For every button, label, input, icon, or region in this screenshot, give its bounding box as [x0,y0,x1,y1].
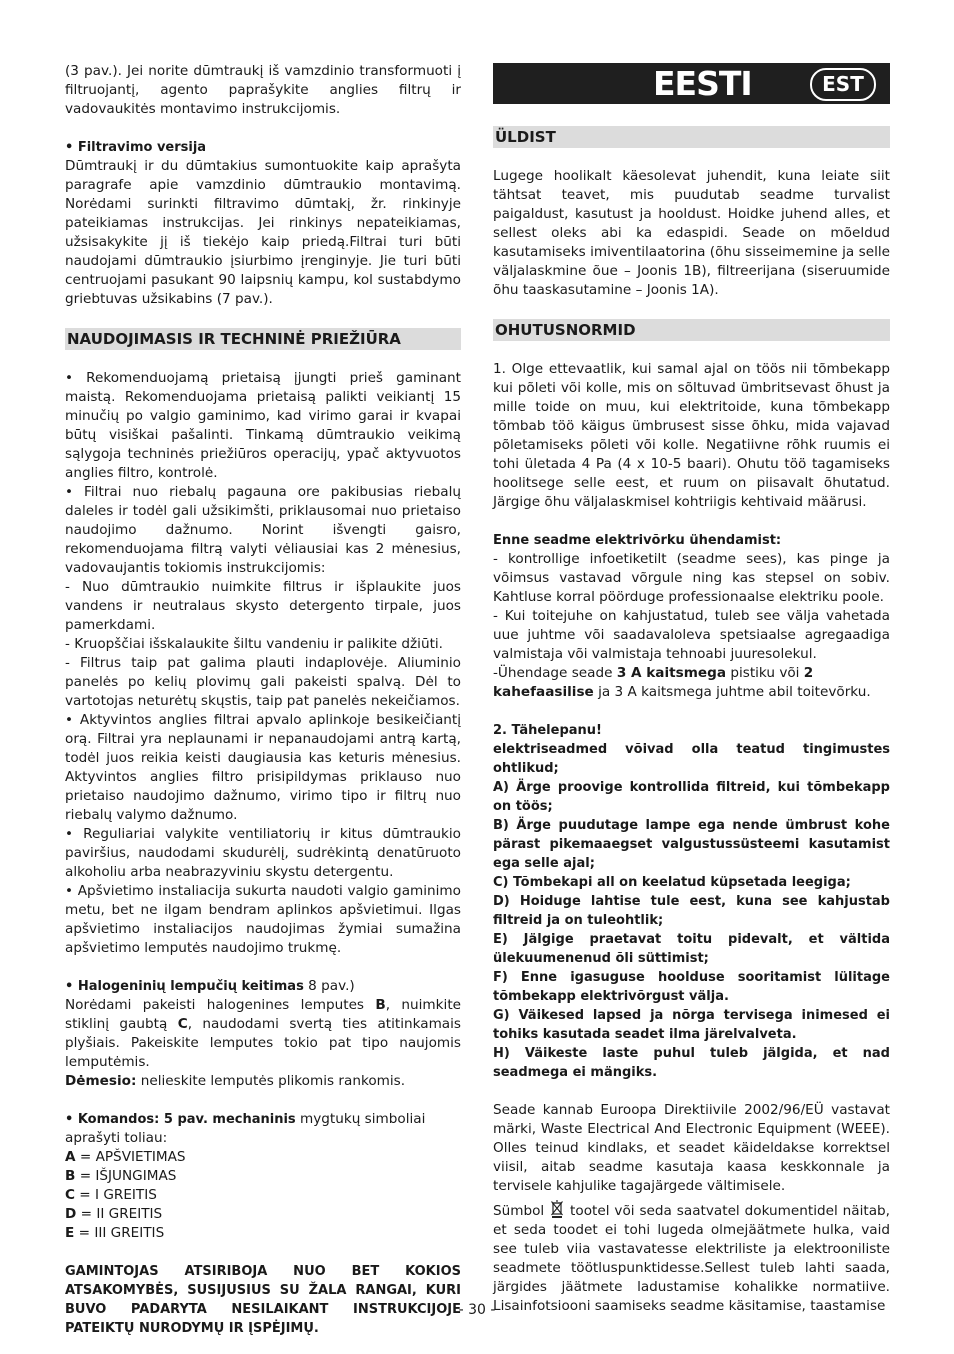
command-key: C [65,1187,75,1203]
commands-heading: • Komandos: 5 pav. mechaninis [65,1112,296,1127]
command-item [65,1148,461,1167]
usage-paragraph: - Kruopščiai išskalaukite šiltu vandeniu ir palikite džiūti. [65,636,444,652]
attention-line: H) Väikeste laste puhul tuleb jälgida, et nad seadmega ei mängiks. [493,1046,890,1080]
command-item [65,1224,461,1243]
banner-title: EESTI [653,64,752,103]
halogen-letter-c: C [177,1016,188,1032]
general-body: Lugege hoolikalt käesolevat juhendit, kuna leiate siit tähtsat teavet, mis puudutab seadme turvalist paigaldust, kasutust ja hooldust. Hoidke juhend alles, et sellest oleks abi ka edaspidi. Seade on mõeldud kasutamiseks imiventilaatorina (õhu sisseimemine ja selle väljalaskmine õue – Joonis 1B), filtreerijana (siseruumide õhu taaskasutamine – Joonis 1A). [493,168,890,298]
halogen-text: , naudodami svertą ties atitinkamais plyšiais. Pakeiskite lemputes tokio pat tipo naujomis lemputėmis. [65,1016,461,1070]
usage-paragraph: - Nuo dūmtraukio nuimkite filtrus ir išplaukite juos vandens ir neutralaus skysto detergento tirpale, juos pamerkdami. [65,579,461,633]
halogen-text: , nuimkite stiklinį gaubtą [65,997,462,1032]
electric-paragraph [493,664,890,702]
halogen-heading-line [65,977,461,996]
electric-paragraph: - kontrollige infoetiketilt (seadme sees), kas pinge ja võimsus vastavad võrgule ning kas stepsel on sobiv. Kahtluse korral pöörduge professionaalse elektriku poole. [493,551,890,605]
usage-paragraph: - Filtrus taip pat galima plauti indaplovėje. Aliuminio panelės po kelių plovimų gali pakeisti spalvą. Dėl to vartotojas neturėtų skųstis, taip pat panelės nekeičiamos. [65,655,461,709]
usage-paragraph: • Reguliariai valykite ventiliatorių ir kitus dūmtraukio paviršius, naudodami skudurėlį, sudrėkintą denatūruoto alkoholiu arba neabrazyviniu skystu detergentu. [65,826,461,880]
section-title-safety: OHUTUSNORMID [493,319,890,341]
command-key: B [65,1168,76,1184]
attention-line: G) Väikesed lapsed ja nõrga tervisega inimesed ei tohiks kasutada seadet ilma järelvalveta. [493,1008,890,1042]
section-title-general: ÜLDIST [493,126,890,148]
command-key: E [65,1225,75,1241]
weee-symbol-paragraph [493,1200,890,1316]
warning-text: nelieskite lemputės plikomis rankomis. [136,1073,406,1089]
attention-line: elektriseadmed võivad olla teatud tingimustes ohtlikud; [493,742,890,776]
halogen-ref: 8 pav.) [303,978,355,994]
manufacturer-disclaimer: GAMINTOJAS ATSIRIBOJA NUO BET KOKIOS ATSAKOMYBĖS, SUSIJUSIUS SU ŽALA RANGAI, KURI BUVO PADARYTA NESILAIKANT INSTRUKCIJOJE PATEIKTŲ NURODYMŲ IR ĮSPĖJIMŲ. [65,1264,461,1336]
command-value: = IŠJUNGIMAS [75,1168,177,1184]
crossed-bin-icon [551,1200,563,1218]
usage-paragraph: • Aktyvintos anglies filtrai apvalo aplinkoje besikeičiantį orą. Filtrai yra neplaunami ir nepanaudojami antrą kartą, todėl juos reikia keisti daugiausia kas keturis mėnesius. Aktyvintos anglies filtro prisipildymas priklauso nuo prietaiso naudojimo dažnumo, virimo tipo ir filtrų nuo riebalų valymo dažnumo. [65,712,461,823]
attention-line: E) Jälgige praetavat toitu pidevalt, et vältida ülekuumenenud õli süttimist; [493,932,890,966]
electric-text: ja 3 A kaitsmega juhtme abil toitevõrku. [593,684,871,700]
usage-paragraph: • Apšvietimo instaliacija sukurta naudoti valgio gaminimo metu, bet ne ilgam bendram aplinkos apšvietimui. Ilgas apšvietimo instaliacijos naudojimas žymiai sumažina apšvietimo lemputės naudojimo trukmę. [65,883,461,956]
country-code-badge: EST [810,68,876,101]
right-column [493,126,890,1316]
safety-body: 1. Olge ettevaatlik, kui samal ajal on töös nii tõmbekapp kui põleti või kolle, mis on sõltuvad ümbritsevast õhust ja mille toide on muu, kui elektritoide, kuna tõmbekapp tõmbab töö käigus ümbrusest sisse õhku, mida vajavad põletamiseks põleti või kolle. Negatiivne rõhk ruumis ei tohi ületada 4 Pa (4 x 10-5 baari). Ohutu töö tagamiseks hoolitsege selle eest, et ruum on piisavalt õhutatud. Järgige õhu väljalaskmisel kohtriigis kehtivaid määrusi. [493,361,890,510]
commands-list [65,1148,461,1243]
command-value: = II GREITIS [76,1206,163,1222]
halogen-text: Norėdami pakeisti halogenines lemputes [65,997,376,1013]
halogen-heading: • Halogeninių lempučių keitimas [65,979,304,994]
command-item [65,1186,461,1205]
warning-label: Dėmesio: [65,1073,137,1089]
command-value: = III GREITIS [74,1225,165,1241]
filter-version-heading: • Filtravimo versija [65,140,207,155]
commands-heading-line [65,1110,461,1148]
halogen-body [65,996,461,1072]
command-item [65,1205,461,1224]
halogen-warning [65,1072,461,1091]
electric-heading: Enne seadme elektrivõrku ühendamist: [493,533,782,548]
intro-paragraph: (3 pav.). Jei norite dūmtraukį iš vamzdinio transformuoti į filtruojantį, agento paprašykite anglies filtrų ir vadovaukitės montavimo instrukcijomis. [65,63,461,117]
language-banner [493,63,890,104]
attention-line: D) Hoiduge lahtise tule eest, kuna see kahjustab filtreid ja on tuleohtlik; [493,894,890,928]
attention-line: C) Tõmbekapi all on keelatud küpsetada leegiga; [493,875,851,890]
electric-text: -Ühendage seade [493,665,617,681]
usage-paragraph: • Rekomenduojamą prietaisą įjungti prieš gaminant maistą. Rekomenduojama prietaisą palikti veikiantį 15 minučių po valgio gaminimo, kad virimo garai ir kvapai būtų visiškai pašalinti. Tinkamą dūmtraukio veikimą sąlygoja techninės priežiūros operacijų, ypač aktyvuotos anglies filtro, kontrolė. [65,370,461,481]
attention-block [493,721,890,1082]
electric-bold: 2 kahefaasilise [493,665,814,700]
page-number: - 30 - [458,1302,496,1318]
weee-text: Sümbol [493,1203,545,1219]
electric-paragraph: - Kui toitejuhe on kahjustatud, tuleb see välja vahetada uue juhtme või saadavaloleva spetsiaalse agregaadiga valmistaja või valmistaja tehnoabi juuresolekul. [493,608,890,662]
command-key: A [65,1149,76,1165]
attention-line: A) Ärge proovige kontrollida filtreid, kui tõmbekapp on töös; [493,780,890,814]
attention-line: B) Ärge puudutage lampe ega nende ümbrust kohe pärast pikemaaegset valgustussüsteemi kasutamist ega selle ajal; [493,818,890,871]
attention-heading: 2. Tähelepanu! [493,723,602,738]
commands-tail: mygtukų simboliai aprašyti toliau: [65,1111,426,1146]
filter-version-body: Dūmtraukį ir du dūmtakius sumontuokite kaip aprašyta paragrafe apie vamzdinio dūmtraukio montavimą. Norėdami surinkti filtravimo dūmtakį, žr. rinkinyje pateikiamas instrukcijas. Jei rinkinys nepateikiamas, užsisakykite jį iš tiekėjo kaip priedą.Filtrai turi būti naudojami dūmtraukio įsiurbimo įrenginyje. Jie turi būti centruojami pasukant 90 laipsnių kampu, kol sustabdymo griebtuvas užsikabins (7 pav.). [65,158,461,307]
electric-text: pistiku või [726,665,804,681]
attention-line: F) Enne igasuguse hoolduse sooritamist lülitage tõmbekapp elektrivõrgust välja. [493,970,890,1004]
command-value: = APŠVIETIMAS [75,1149,186,1165]
usage-paragraph: • Filtrai nuo riebalų pagauna ore pakibusias riebalų daleles ir todėl gali užsikimšti, priklausomai nuo prietaiso naudojimo dažnumo. Norint išvengti gaisro, rekomenduojama filtrą valyti vėliausiai kas 2 mėnesius, vadovaujantis tokiomis instrukcijomis: [65,484,461,576]
command-item [65,1167,461,1186]
left-column [65,62,461,1338]
command-value: = I GREITIS [74,1187,157,1203]
weee-text: tootel või seda saatvatel dokumentidel näitab, et seda toodet ei tohi lugeda olmejäätmete hulka, vaid see tuleb viia vastavatesse elektriliste ja elektrooniliste seadmete töötluspunktidesse.Sellest tuleb lahti saada, järgides jäätmete ladustamise kohalikke normatiive. Lisainfotsiooni saamiseks seadme käsitamise, taastamise [493,1203,890,1314]
command-key: D [65,1206,77,1222]
electric-bold: 3 A kaitsmega [616,665,727,681]
section-title-usage: NAUDOJIMASIS IR TECHNINĖ PRIEŽIŪRA [65,328,461,350]
usage-paragraphs [65,369,461,958]
weee-paragraph: Seade kannab Euroopa Direktiivile 2002/96/EÜ vastavat märki, Waste Electrical And Electronic Equipment (WEEE). Olles teinud kindlaks, et seadet käideldakse korrektsel viisil, aitab seadme kasutaja kaasa keskkonnale ja tervisele kahjulike tagajärgede vältimisele. [493,1102,890,1194]
halogen-letter-b: B [375,997,386,1013]
